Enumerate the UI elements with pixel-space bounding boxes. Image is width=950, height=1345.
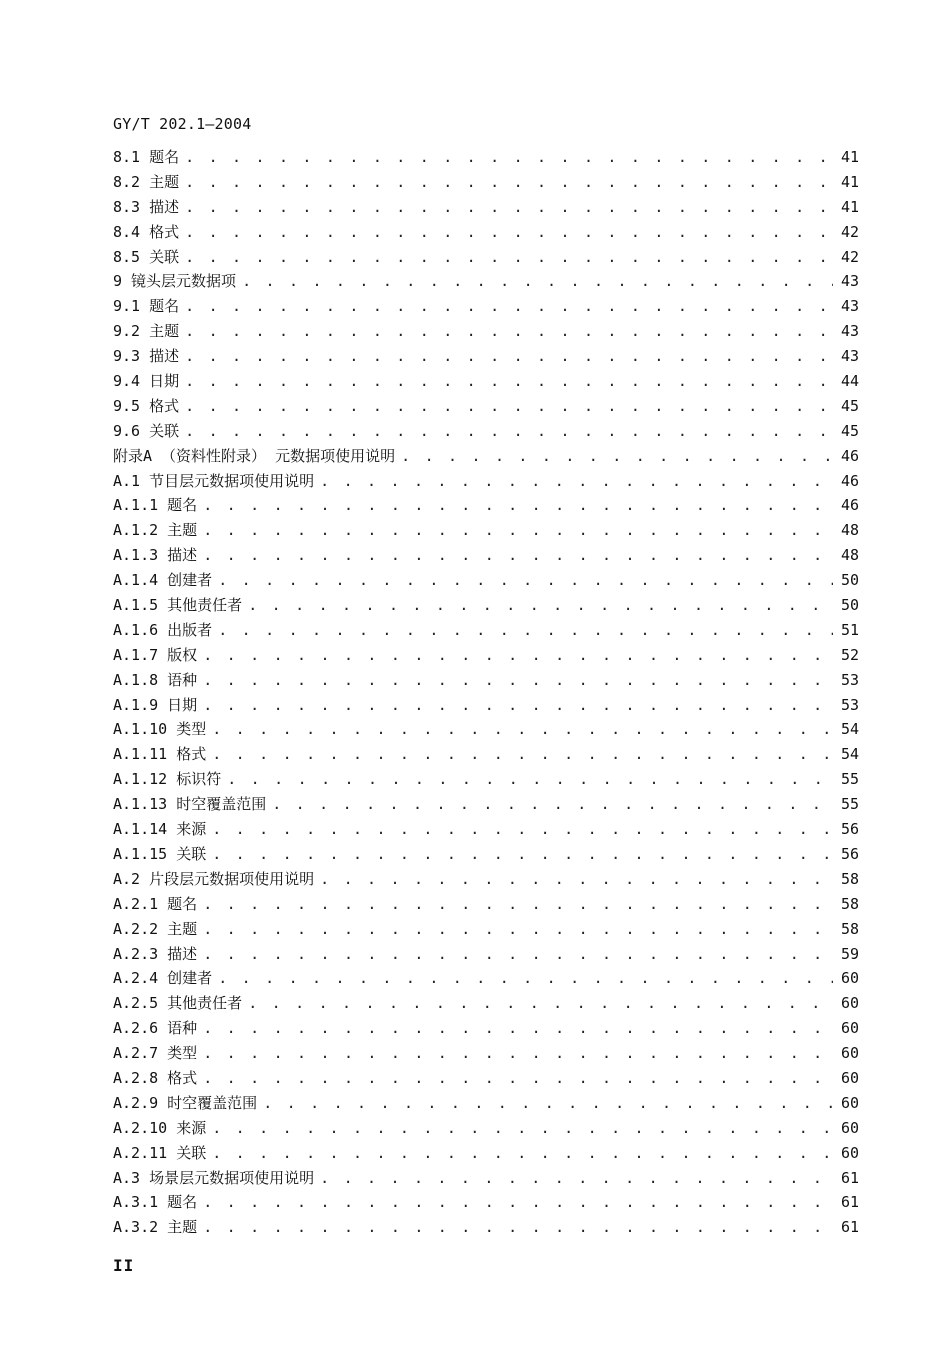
toc-entry-title: A.3 场景层元数据项使用说明 [113, 1168, 315, 1187]
toc-entry-page: 60 [840, 1143, 859, 1162]
toc-entry-page: 56 [840, 844, 859, 863]
toc-entry-page: 45 [840, 396, 859, 415]
toc-entry[interactable] [113, 618, 859, 643]
toc-entry[interactable] [113, 1016, 859, 1041]
toc-entry-title: A.1.4 创建者 [113, 571, 213, 590]
toc-entry-page: 45 [840, 421, 859, 440]
dot-leader [218, 618, 833, 643]
toc-entry[interactable] [113, 145, 859, 170]
dot-leader [212, 717, 833, 742]
toc-entry[interactable] [113, 867, 859, 892]
toc-entry-title: A.2.5 其他责任者 [113, 994, 243, 1013]
toc-entry-page: 53 [840, 670, 859, 689]
toc-entry[interactable] [113, 394, 859, 419]
toc-entry[interactable] [113, 220, 859, 245]
toc-entry-page: 41 [840, 148, 859, 166]
dot-leader [185, 170, 833, 195]
dot-leader [185, 394, 833, 419]
dot-leader [227, 767, 833, 792]
toc-entry-title: A.1.15 关联 [113, 844, 207, 863]
toc-entry-page: 60 [840, 1068, 859, 1087]
toc-entry-page: 61 [840, 1168, 859, 1187]
toc-entry-title: A.1.13 时空覆盖范围 [113, 795, 267, 814]
dot-leader [185, 419, 833, 444]
dot-leader [320, 469, 833, 494]
toc-entry-title: A.1.10 类型 [113, 720, 207, 739]
toc-entry[interactable] [113, 543, 859, 568]
toc-entry[interactable] [113, 1041, 859, 1066]
toc-entry-title: A.1.14 来源 [113, 820, 207, 839]
toc-entry-title: 9 镜头层元数据项 [113, 272, 237, 291]
toc-entry-page: 60 [840, 1044, 859, 1063]
toc-entry[interactable] [113, 593, 859, 618]
toc-entry-title: A.1.3 描述 [113, 546, 198, 565]
document-header: GY/T 202.1—2004 [113, 115, 252, 133]
toc-entry[interactable] [113, 269, 859, 294]
toc-entry[interactable] [113, 892, 859, 917]
toc-entry[interactable] [113, 668, 859, 693]
toc-entry[interactable] [113, 344, 859, 369]
dot-leader [263, 1091, 833, 1116]
toc-entry-title: A.2.7 类型 [113, 1044, 198, 1063]
dot-leader [218, 966, 833, 991]
dot-leader [185, 294, 833, 319]
toc-entry-title: 9.3 描述 [113, 347, 180, 366]
toc-entry[interactable] [113, 792, 859, 817]
toc-entry-page: 46 [840, 446, 859, 465]
toc-entry[interactable] [113, 817, 859, 842]
toc-entry-page: 54 [840, 720, 859, 739]
toc-entry-title: A.3.2 主题 [113, 1218, 198, 1237]
toc-entry[interactable] [113, 767, 859, 792]
dot-leader [212, 817, 833, 842]
dot-leader [203, 1066, 833, 1091]
toc-entry-title: 9.6 关联 [113, 421, 180, 440]
toc-entry-page: 51 [840, 620, 859, 639]
dot-leader [203, 1215, 833, 1240]
dot-leader [203, 917, 833, 942]
toc-entry-title: A.1.11 格式 [113, 745, 207, 764]
dot-leader [185, 369, 833, 394]
toc-entry-page: 58 [840, 919, 859, 938]
toc-entry-title: 9.1 题名 [113, 297, 180, 316]
toc-entry[interactable] [113, 369, 859, 394]
toc-entry-title: A.2.9 时空覆盖范围 [113, 1093, 258, 1112]
page-number: II [113, 1256, 135, 1275]
toc-entry[interactable] [113, 493, 859, 518]
toc-entry-title: A.2.10 来源 [113, 1118, 207, 1137]
toc-entry[interactable] [113, 1066, 859, 1091]
dot-leader [203, 493, 833, 518]
toc-entry-title: 附录A （资料性附录） 元数据项使用说明 [113, 446, 396, 465]
toc-entry-title: A.2.4 创建者 [113, 969, 213, 988]
toc-entry-page: 44 [840, 372, 859, 391]
dot-leader [272, 792, 833, 817]
toc-entry-title: 8.1 题名 [113, 148, 180, 166]
toc-entry[interactable] [113, 842, 859, 867]
toc-entry[interactable] [113, 1091, 859, 1116]
toc-entry-page: 43 [840, 322, 859, 341]
toc-entry-page: 43 [840, 347, 859, 366]
dot-leader [212, 842, 833, 867]
toc-entry[interactable] [113, 195, 859, 220]
toc-entry-title: A.3.1 题名 [113, 1193, 198, 1212]
toc-entry-page: 43 [840, 272, 859, 291]
dot-leader [212, 742, 833, 767]
toc-entry-page: 60 [840, 1019, 859, 1038]
dot-leader [212, 1141, 833, 1166]
toc-entry[interactable] [113, 245, 859, 270]
dot-leader [203, 942, 833, 967]
toc-entry-title: 8.4 格式 [113, 222, 180, 241]
toc-entry-title: A.1.7 版权 [113, 645, 198, 664]
toc-entry[interactable] [113, 1215, 859, 1240]
toc-entry[interactable] [113, 518, 859, 543]
toc-entry[interactable] [113, 991, 859, 1016]
dot-leader [185, 344, 833, 369]
dot-leader [203, 1016, 833, 1041]
toc-entry-page: 52 [840, 645, 859, 664]
dot-leader [212, 1116, 833, 1141]
toc-entry-page: 56 [840, 820, 859, 839]
toc-entry-page: 46 [840, 496, 859, 515]
toc-entry-page: 60 [840, 1118, 859, 1137]
toc-entry-title: 8.5 关联 [113, 247, 180, 266]
toc-entry-title: A.2.6 语种 [113, 1019, 198, 1038]
toc-entry[interactable] [113, 294, 859, 319]
dot-leader [320, 867, 833, 892]
toc-entry-title: 9.2 主题 [113, 322, 180, 341]
dot-leader [401, 444, 833, 469]
toc-entry-page: 43 [840, 297, 859, 316]
toc-entry-title: 8.3 描述 [113, 197, 180, 216]
dot-leader [248, 991, 833, 1016]
toc-entry-page: 42 [840, 222, 859, 241]
toc-entry-page: 55 [840, 770, 859, 789]
toc-entry[interactable] [113, 742, 859, 767]
toc-entry-title: A.1 节目层元数据项使用说明 [113, 471, 315, 490]
toc-entry-title: A.2.1 题名 [113, 894, 198, 913]
dot-leader [203, 643, 833, 668]
toc-entry[interactable] [113, 469, 859, 494]
dot-leader [203, 1190, 833, 1215]
dot-leader [203, 668, 833, 693]
toc-entry[interactable] [113, 319, 859, 344]
dot-leader [203, 1041, 833, 1066]
toc-entry[interactable] [113, 1166, 859, 1191]
toc-entry-page: 54 [840, 745, 859, 764]
toc-entry-title: 8.2 主题 [113, 172, 180, 191]
toc-entry-page: 59 [840, 944, 859, 963]
toc-entry[interactable] [113, 942, 859, 967]
dot-leader [185, 145, 833, 170]
toc-entry[interactable] [113, 568, 859, 593]
toc-entry-page: 53 [840, 695, 859, 714]
dot-leader [242, 269, 833, 294]
toc-entry-page: 50 [840, 571, 859, 590]
toc-entry-page: 60 [840, 1093, 859, 1112]
toc-entry[interactable] [113, 419, 859, 444]
toc-entry[interactable] [113, 1190, 859, 1215]
toc-entry-page: 58 [840, 869, 859, 888]
toc-entry-page: 61 [840, 1193, 859, 1212]
toc-entry-title: A.1.2 主题 [113, 521, 198, 540]
toc-entry-title: A.1.5 其他责任者 [113, 596, 243, 615]
toc-entry-title: A.1.9 日期 [113, 695, 198, 714]
toc-entry-page: 42 [840, 247, 859, 266]
toc-entry-title: A.2.8 格式 [113, 1068, 198, 1087]
toc-entry-title: 9.4 日期 [113, 372, 180, 391]
toc-entry-page: 41 [840, 197, 859, 216]
dot-leader [203, 892, 833, 917]
table-of-contents [113, 145, 859, 1240]
toc-entry-title: A.1.8 语种 [113, 670, 198, 689]
dot-leader [320, 1166, 833, 1191]
toc-entry[interactable] [113, 170, 859, 195]
toc-entry[interactable] [113, 966, 859, 991]
toc-entry-title: A.1.6 出版者 [113, 620, 213, 639]
toc-entry[interactable] [113, 717, 859, 742]
toc-entry-page: 50 [840, 596, 859, 615]
toc-entry[interactable] [113, 693, 859, 718]
toc-entry-page: 58 [840, 894, 859, 913]
dot-leader [203, 518, 833, 543]
toc-entry[interactable] [113, 1141, 859, 1166]
toc-entry[interactable] [113, 444, 859, 469]
dot-leader [185, 220, 833, 245]
toc-entry[interactable] [113, 1116, 859, 1141]
dot-leader [248, 593, 833, 618]
toc-entry-title: A.1.12 标识符 [113, 770, 222, 789]
toc-entry-page: 60 [840, 969, 859, 988]
toc-entry[interactable] [113, 917, 859, 942]
toc-entry-title: A.1.1 题名 [113, 496, 198, 515]
toc-entry-page: 48 [840, 546, 859, 565]
dot-leader [185, 319, 833, 344]
toc-entry-title: A.2.2 主题 [113, 919, 198, 938]
toc-entry-title: A.2.3 描述 [113, 944, 198, 963]
toc-entry-page: 61 [840, 1218, 859, 1237]
dot-leader [203, 543, 833, 568]
toc-entry-page: 46 [840, 471, 859, 490]
dot-leader [203, 693, 833, 718]
toc-entry-page: 55 [840, 795, 859, 814]
toc-entry-page: 48 [840, 521, 859, 540]
toc-entry-title: A.2 片段层元数据项使用说明 [113, 869, 315, 888]
dot-leader [185, 245, 833, 270]
dot-leader [218, 568, 833, 593]
toc-entry-title: 9.5 格式 [113, 396, 180, 415]
toc-entry-page: 60 [840, 994, 859, 1013]
dot-leader [185, 195, 833, 220]
toc-entry[interactable] [113, 643, 859, 668]
toc-entry-page: 41 [840, 172, 859, 191]
toc-entry-title: A.2.11 关联 [113, 1143, 207, 1162]
